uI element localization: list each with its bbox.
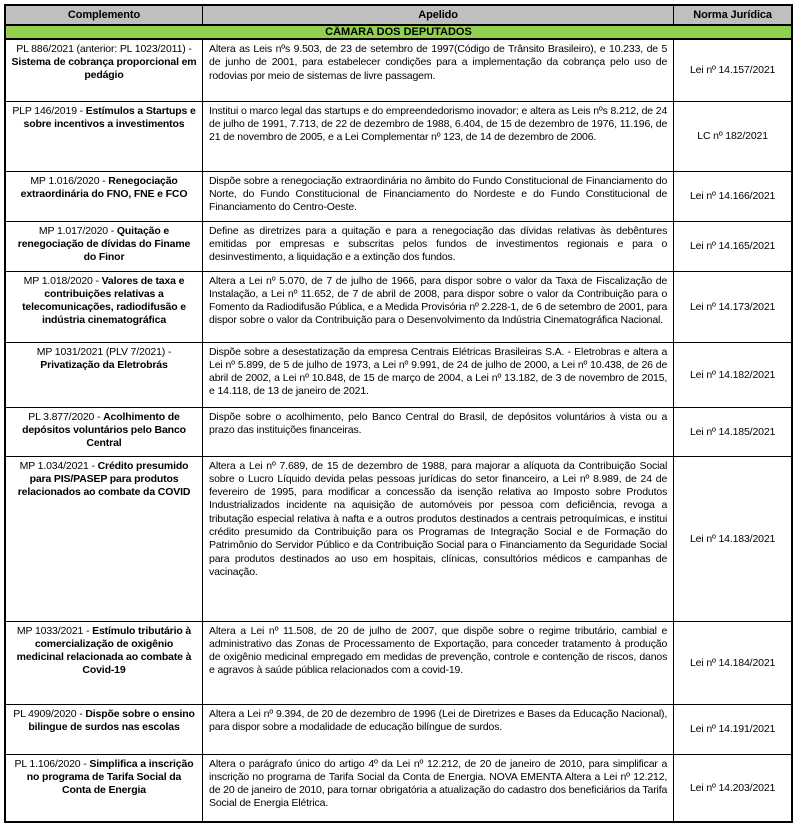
apelido-cell: Altera as Leis nºs 9.503, de 23 de setembro de 1997(Código de Trânsito Brasileiro), e 10.233, de 5 de junho de 2001, para estabelecer condições para a implementação da cobrança pelo uso de rodovias por meio de sistemas de livre passagem. [203, 39, 674, 101]
complemento-title: Estímulos a Startups e sobre incentivos a investimentos [23, 104, 196, 130]
table-row [5, 754, 792, 822]
complemento-id: MP 1031/2021 (PLV 7/2021) - [36, 345, 172, 358]
apelido-cell: Altera a Lei nº 9.394, de 20 de dezembro de 1996 (Lei de Diretrizes e Bases da Educação Nacional), para dispor sobre a modalidade de educação bilíngue de surdos. [203, 704, 674, 754]
section-header-row [5, 25, 792, 39]
table-row [5, 101, 792, 171]
complemento-id: MP 1.017/2020 - [38, 224, 117, 237]
norma-cell: Lei nº 14.157/2021 [674, 39, 792, 101]
complemento-title: Valores de taxa e contribuições relativas a telecomunicações, radiodifusão e indústria cinematográfica [22, 274, 186, 326]
complemento-id: PL 3.877/2020 - [28, 410, 104, 423]
table-row [5, 221, 792, 271]
table-row [5, 704, 792, 754]
complemento-title: Simplifica a inscrição no programa de Tarifa Social da Conta de Energia [26, 757, 194, 796]
complemento-cell [5, 621, 203, 704]
norma-cell: Lei nº 14.173/2021 [674, 271, 792, 342]
apelido-cell: Altera a Lei nº 5.070, de 7 de julho de 1966, para dispor sobre o valor da Taxa de Fiscalização de Instalação, a Lei nº 11.652, de 7 de abril de 2008, para dispor sobre o valor da Contribuição para o Fomento da Radiodifusão Pública, e a Medida Provisória nº 2.228-1, de 6 de setembro de 2001, para dispor sobre o valor da Contribuição para o Desenvolvimento da Indústria Cinematográfica Nacional. [203, 271, 674, 342]
complemento-cell [5, 704, 203, 754]
norma-cell: Lei nº 14.184/2021 [674, 621, 792, 704]
norma-cell: Lei nº 14.165/2021 [674, 221, 792, 271]
complemento-id: PL 1.106/2020 - [14, 757, 90, 770]
complemento-title: Renegociação extraordinária do FNO, FNE e FCO [20, 174, 188, 200]
norma-cell: Lei nº 14.183/2021 [674, 456, 792, 621]
norma-cell: Lei nº 14.166/2021 [674, 171, 792, 221]
apelido-cell: Altera a Lei nº 7.689, de 15 de dezembro de 1988, para majorar a alíquota da Contribuição Social sobre o Lucro Líquido devida pelas pessoas jurídicas do setor financeiro, a Lei nº 8.989, de 24 de fevereiro de 1995, para modificar a concessão da isenção relativa ao Imposto sobre Produtos Industrializados incidente na aquisição de automóveis por pessoa com deficiência, revoga a tributação especial relativa à nafta e a outros produtos destinados a centrais petroquímicas, e institui crédito presumido da Contribuição para os Programas de Integração Social e de Formação do Patrimônio do Servidor Público e da Contribuição Social para o Financiamento da Seguridade Social para produtos destinados ao uso em hospitais, clínicas, consultórios médicos e campanhas de vacinação. [203, 456, 674, 621]
legislation-table [4, 4, 793, 823]
complemento-title: Estímulo tributário à comercialização de oxigênio medicinal relacionada ao combate à Covid-19 [16, 624, 192, 676]
complemento-title: Dispõe sobre o ensino bilingue de surdos nas escolas [28, 707, 195, 733]
complemento-id: MP 1.016/2020 - [30, 174, 109, 187]
complemento-cell [5, 39, 203, 101]
table-row [5, 171, 792, 221]
apelido-cell: Dispõe sobre o acolhimento, pelo Banco Central do Brasil, de depósitos voluntários à vista ou a prazo das instituições financeiras. [203, 407, 674, 456]
section-header: CÂMARA DOS DEPUTADOS [5, 25, 792, 39]
norma-cell: Lei nº 14.203/2021 [674, 754, 792, 822]
complemento-title: Sistema de cobrança proporcional em pedágio [11, 56, 197, 81]
complemento-id: MP 1.018/2020 - [23, 274, 102, 287]
complemento-id: MP 1.034/2021 - [19, 459, 98, 472]
apelido-cell: Altera o parágrafo único do artigo 4º da Lei nº 12.212, de 20 de janeiro de 2010, para simplificar a inscrição no programa de Tarifa Social da Conta de Energia. NOVA EMENTA Altera a Lei nº 12.212, de 20 de janeiro de 2010, para tornar obrigatória a atualização do cadastro dos beneficiários da Tarifa Social de Energia Elétrica. [203, 754, 674, 822]
complemento-cell [5, 271, 203, 342]
complemento-cell [5, 342, 203, 407]
apelido-cell: Dispõe sobre a renegociação extraordinária no âmbito do Fundo Constitucional de Financiamento do Norte, do Fundo Constitucional de Financiamento do Nordeste e do Fundo Constitucional de Financiamento do Centro-Oeste. [203, 171, 674, 221]
table-row [5, 342, 792, 407]
norma-cell: LC nº 182/2021 [674, 101, 792, 171]
norma-cell: Lei nº 14.191/2021 [674, 704, 792, 754]
complemento-cell [5, 221, 203, 271]
apelido-cell: Dispõe sobre a desestatização da empresa Centrais Elétricas Brasileiras S.A. - Eletrobras e altera a Lei nº 5.899, de 5 de julho de 1973, a Lei nº 9.991, de 24 de julho de 2000, a Lei nº 10.438, de 26 de abril de 2002, a Lei nº 10.848, de 15 de março de 2004, a Lei nº 13.182, de 3 de novembro de 2015, e 14.118, de 13 de janeiro de 2021. [203, 342, 674, 407]
complemento-cell [5, 407, 203, 456]
column-header-complemento: Complemento [5, 5, 203, 25]
complemento-id: PLP 146/2019 - [12, 104, 86, 117]
table-row [5, 39, 792, 101]
complemento-cell [5, 171, 203, 221]
table-row [5, 456, 792, 621]
norma-cell: Lei nº 14.185/2021 [674, 407, 792, 456]
column-header-apelido: Apelido [203, 5, 674, 25]
complemento-cell [5, 754, 203, 822]
apelido-cell: Institui o marco legal das startups e do empreendedorismo inovador; e altera as Leis nºs 8.212, de 24 de julho de 1991, 7.713, de 22 de dezembro de 1988, 6.404, de 15 de dezembro de 1976, 11.196, de 21 de novembro de 2005, e a Lei Complementar nº 123, de 14 de dezembro de 2006. [203, 101, 674, 171]
norma-cell: Lei nº 14.182/2021 [674, 342, 792, 407]
table-row [5, 407, 792, 456]
apelido-cell: Define as diretrizes para a quitação e para a renegociação das dívidas relativas às debêntures emitidas por empresas e subscritas pelos fundos de investimentos regionais e para o desinvestimento, a liquidação e a extinção dos fundos. [203, 221, 674, 271]
complemento-title: Quitação e renegociação de dívidas do Finame do Finor [17, 224, 191, 263]
complemento-title: Privatização da Eletrobrás [40, 358, 168, 371]
apelido-cell: Altera a Lei nº 11.508, de 20 de julho de 2007, que dispõe sobre o regime tributário, cambial e administrativo das Zonas de Processamento de Exportação, para conceder tratamento à produção de oxigênio medicinal empregado em medidas de prevenção, controle e contenção de riscos, danos e agravos à saúde pública relacionados com a covid-19. [203, 621, 674, 704]
table-row [5, 621, 792, 704]
complemento-id: PL 4909/2020 - [13, 707, 86, 720]
column-header-row [5, 5, 792, 25]
complemento-id: PL 886/2021 (anterior: PL 1023/2011) - [16, 43, 192, 55]
table-row [5, 271, 792, 342]
column-header-norma-juridica: Norma Jurídica [674, 5, 792, 25]
complemento-cell [5, 101, 203, 171]
complemento-id: MP 1033/2021 - [16, 624, 93, 637]
complemento-title: Acolhimento de depósitos voluntários pelo Banco Central [22, 410, 186, 449]
complemento-title: Crédito presumido para PIS/PASEP para produtos relacionados ao combate da COVID [17, 459, 191, 498]
complemento-cell [5, 456, 203, 621]
